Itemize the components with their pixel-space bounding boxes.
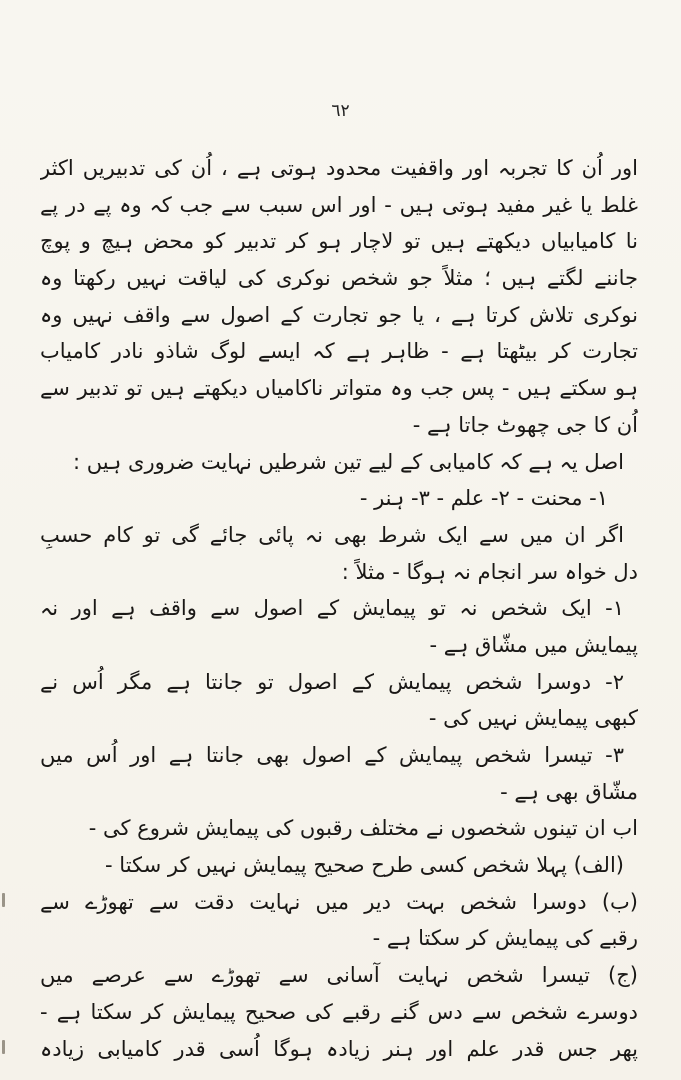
- text-line: (ب) دوسرا شخص بہت دیر میں نہایت دقت سے تھوڑے سے: [40, 889, 638, 914]
- page-body-text: [40, 150, 638, 1067]
- text-line: ۱- محنت - ۲- علم - ۳- ہنر -: [359, 486, 608, 511]
- binding-mark: [2, 893, 5, 907]
- text-line: (ج) تیسرا شخص نہایت آسانی سے تھوڑے سے عرصے میں: [40, 963, 638, 988]
- text-line: نوکری تلاش کرتا ہے ، یا جو تجارت کے اصول سے واقف نہیں وہ: [40, 302, 638, 327]
- text-line: ۱- ایک شخص نہ تو پیمایش کے اصول سے واقف ہے اور نہ: [40, 596, 624, 621]
- text-line: اور اُن کا تجربہ اور واقفیت محدود ہوتی ہے ، اُن کی تدبیریں اکثر: [40, 156, 638, 180]
- text-line: اصل یہ ہے کہ کامیابی کے لیے تین شرطیں نہایت ضروری ہیں :: [72, 449, 624, 474]
- text-line: ۳- تیسرا شخص پیمایش کے اصول بھی جانتا ہے اور اُس میں: [40, 743, 624, 767]
- text-line: رقبے کی پیمایش کر سکتا ہے -: [372, 926, 638, 951]
- text-line: جاننے لگتے ہیں ؛ مثلاً جو شخص نوکری کی لیاقت نہیں رکھتا وہ: [40, 266, 638, 291]
- page-number: ٦٢: [331, 101, 350, 121]
- text-line: دوسرے شخص سے دس گنے رقبے کی صحیح پیمایش کر سکتا ہے -: [40, 999, 638, 1024]
- text-line: اب ان تینوں شخصوں نے مختلف رقبوں کی پیمایش شروع کی -: [88, 816, 638, 841]
- text-line: نا کامیابیاں دیکھتے ہیں تو لاچار ہو کر تدبیر کو محض ہیچ و پوچ: [40, 229, 638, 254]
- text-line: پھر جس قدر علم اور ہنر زیادہ ہوگا اُسی قدر کامیابی زیادہ: [40, 1036, 638, 1061]
- text-line: غلط یا غیر مفید ہوتی ہیں - اور اس سبب سے جب کہ وہ پے در پے: [40, 192, 638, 217]
- binding-mark: [2, 1040, 5, 1054]
- text-line: تجارت کر بیٹھتا ہے - ظاہر ہے کہ ایسے لوگ شاذو نادر کامیاب: [40, 339, 638, 364]
- text-line: ۲- دوسرا شخص پیمایش کے اصول تو جانتا ہے مگر اُس نے: [40, 669, 624, 694]
- text-line: اُن کا جی چھوٹ جاتا ہے -: [412, 412, 638, 437]
- text-line: ہو سکتے ہیں - پس جب وہ متواتر ناکامیاں دیکھتے ہیں تو تدبیر سے: [40, 376, 638, 401]
- text-line: دل خواہ سر انجام نہ ہوگا - مثلاً :: [341, 559, 638, 584]
- text-line: اگر ان میں سے ایک شرط بھی نہ پائی جائے گی تو کام حسبِ: [40, 522, 624, 547]
- text-line: مشّاق بھی ہے -: [500, 779, 638, 804]
- text-line: پیمایش میں مشّاق ہے -: [429, 632, 638, 657]
- text-line: (الف) پہلا شخص کسی طرح صحیح پیمایش نہیں کر سکتا -: [105, 853, 624, 878]
- text-line: کبھی پیمایش نہیں کی -: [428, 706, 638, 731]
